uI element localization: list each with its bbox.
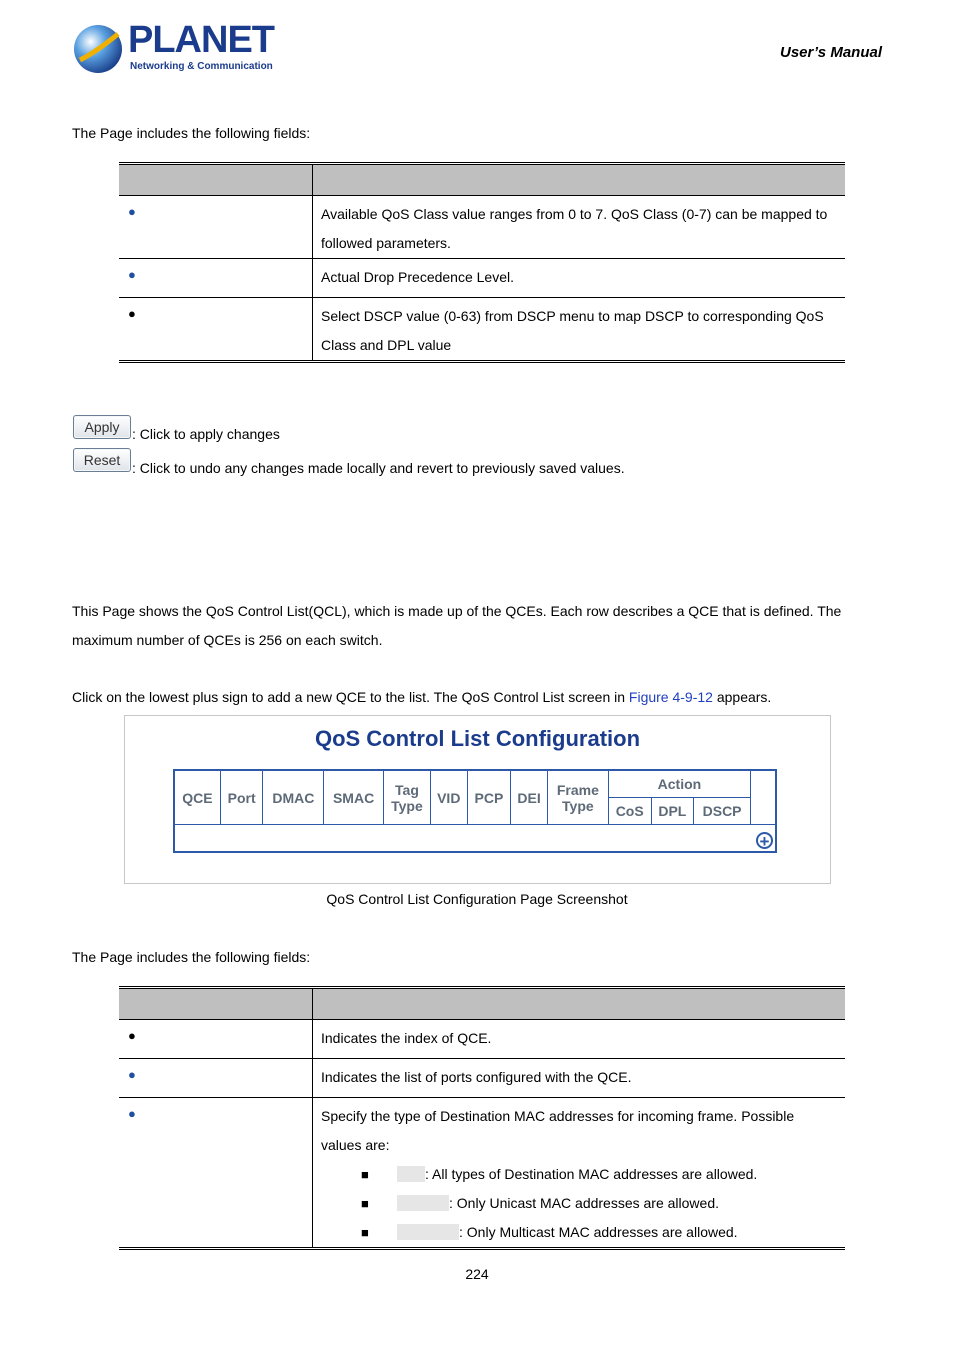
bullet-icon: ● xyxy=(128,306,136,321)
list-item xyxy=(361,1189,837,1218)
bullet-icon: ● xyxy=(128,1106,136,1121)
bullet-icon: ● xyxy=(128,267,136,282)
blank-value xyxy=(397,1166,425,1182)
col-port: Port xyxy=(220,770,263,825)
col-smac: SMAC xyxy=(324,770,384,825)
apply-button[interactable]: Apply xyxy=(73,415,131,439)
list-item xyxy=(361,1218,837,1247)
manual-label: User’s Manual xyxy=(780,44,882,61)
bullet-icon: ● xyxy=(128,1028,136,1043)
square-bullet-icon: ■ xyxy=(361,1167,369,1182)
description-header xyxy=(313,988,846,1020)
object-header xyxy=(119,988,313,1020)
blank-value xyxy=(397,1224,459,1240)
col-dmac: DMAC xyxy=(263,770,324,825)
object-cell xyxy=(119,1020,313,1059)
option-text: : Only Multicast MAC addresses are allowed. xyxy=(459,1224,738,1240)
square-bullet-icon: ■ xyxy=(361,1196,369,1211)
description-cell: Select DSCP value (0-63) from DSCP menu to map DSCP to corresponding QoS Class and DPL value xyxy=(313,298,846,362)
col-tag-type: Tag Type xyxy=(383,770,430,825)
logo-tagline: Networking & Communication xyxy=(130,61,273,72)
instruction-text: Click on the lowest plus sign to add a new QCE to the list. The QoS Control List screen in xyxy=(72,689,629,705)
option-text: : Only Unicast MAC addresses are allowed. xyxy=(449,1195,719,1211)
col-vid: VID xyxy=(430,770,467,825)
instruction-text-end: appears. xyxy=(712,689,772,705)
col-action: Action xyxy=(608,770,750,798)
col-dscp: DSCP xyxy=(694,798,751,825)
qcl-table xyxy=(173,769,777,853)
dmac-description: Specify the type of Destination MAC addresses for incoming frame. Possible values are: xyxy=(321,1108,795,1153)
figure-link[interactable]: Figure 4-9-12 xyxy=(628,689,713,705)
page-number: 224 xyxy=(465,1266,489,1282)
description-cell: Indicates the list of ports configured with the QCE. xyxy=(313,1059,846,1098)
bullet-icon: ● xyxy=(128,204,136,219)
logo-name: PLANET xyxy=(128,19,274,61)
reset-button[interactable]: Reset xyxy=(73,448,131,472)
col-cos: CoS xyxy=(608,798,651,825)
col-qce: QCE xyxy=(174,770,220,825)
blank-value xyxy=(397,1195,449,1211)
description-cell: Actual Drop Precedence Level. xyxy=(313,259,846,298)
reset-description: : Click to undo any changes made locally and revert to previously saved values. xyxy=(132,460,625,476)
option-text: : All types of Destination MAC addresses are allowed. xyxy=(425,1166,758,1182)
object-cell xyxy=(119,1059,313,1098)
apply-description: : Click to apply changes xyxy=(132,426,280,442)
description-header xyxy=(313,164,846,196)
col-blank xyxy=(751,770,777,825)
object-cell xyxy=(119,298,313,362)
object-cell xyxy=(119,1098,313,1249)
section3-intro: The Page includes the following fields: xyxy=(72,949,311,965)
figure-caption: QoS Control List Configuration Page Screenshot xyxy=(326,891,628,907)
col-frame-type: Frame Type xyxy=(547,770,608,825)
qcl-instruction xyxy=(72,683,771,712)
add-qce-plus-icon[interactable]: + xyxy=(756,832,773,849)
col-pcp: PCP xyxy=(467,770,511,825)
section1-intro: The Page includes the following fields: xyxy=(72,125,311,141)
qcl-intro: This Page shows the QoS Control List(QCL), which is made up of the QCEs. Each row describes a QCE that is defined. The maximum number of QCEs is 256 on each switch. xyxy=(72,603,842,648)
object-header xyxy=(119,164,313,196)
fields-table-1 xyxy=(119,162,845,363)
add-row xyxy=(174,825,776,853)
fields-table-2 xyxy=(119,986,845,1250)
list-item xyxy=(361,1160,837,1189)
object-cell xyxy=(119,196,313,259)
qcl-screenshot xyxy=(124,715,831,884)
bullet-icon: ● xyxy=(128,1067,136,1082)
description-cell: Indicates the index of QCE. xyxy=(313,1020,846,1059)
object-cell xyxy=(119,259,313,298)
dmac-options xyxy=(321,1160,837,1247)
description-cell xyxy=(313,1098,846,1249)
col-dpl: DPL xyxy=(651,798,694,825)
col-dei: DEI xyxy=(511,770,548,825)
description-cell: Available QoS Class value ranges from 0 to 7. QoS Class (0-7) can be mapped to followed parameters. xyxy=(313,196,846,259)
qcl-title: QoS Control List Configuration xyxy=(314,726,641,751)
square-bullet-icon: ■ xyxy=(361,1225,369,1240)
